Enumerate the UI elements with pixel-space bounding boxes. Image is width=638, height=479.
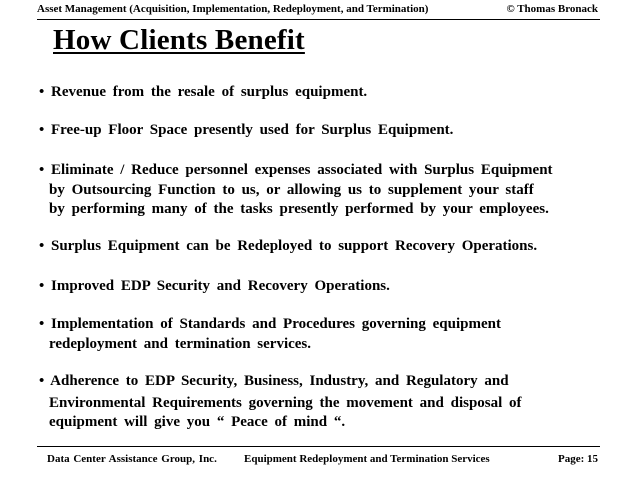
bullet-eliminate-line-1: • Eliminate / Reduce personnel expenses associated with Surplus Equipment xyxy=(39,162,553,178)
bullet-eliminate-line-2: by Outsourcing Function to us, or allowing us to supplement your staff xyxy=(49,182,534,198)
bullet-standards-line-1: • Implementation of Standards and Procedures governing equipment xyxy=(39,316,501,332)
header-copyright-text: © Thomas Bronack xyxy=(506,3,598,15)
bullet-edp-security: • Improved EDP Security and Recovery Operations. xyxy=(39,278,390,294)
bullet-adherence-line-1: • Adherence to EDP Security, Business, Industry, and Regulatory and xyxy=(39,373,509,389)
footer-rule xyxy=(37,446,600,447)
header-rule xyxy=(37,19,600,20)
bullet-adherence-line-2: Environmental Requirements governing the movement and disposal of xyxy=(49,395,522,411)
bullet-eliminate-line-3: by performing many of the tasks presently performed by your employees. xyxy=(49,201,549,217)
bullet-surplus-redeployed: • Surplus Equipment can be Redeployed to support Recovery Operations. xyxy=(39,238,538,254)
footer-company: Data Center Assistance Group, Inc. xyxy=(47,453,217,465)
bullet-standards-line-2: redeployment and termination services. xyxy=(49,336,312,352)
footer-page-number: Page: 15 xyxy=(557,453,598,465)
footer-section-title: Equipment Redeployment and Termination Services xyxy=(244,453,490,465)
header-left-text: Asset Management (Acquisition, Implementation, Redeployment, and Termination) xyxy=(37,3,429,15)
bullet-adherence-line-3: equipment will give you “ Peace of mind “. xyxy=(49,414,346,430)
bullet-revenue: • Revenue from the resale of surplus equipment. xyxy=(39,84,368,100)
slide-title: How Clients Benefit xyxy=(53,24,305,56)
bullet-floor-space: • Free-up Floor Space presently used for Surplus Equipment. xyxy=(39,122,454,138)
